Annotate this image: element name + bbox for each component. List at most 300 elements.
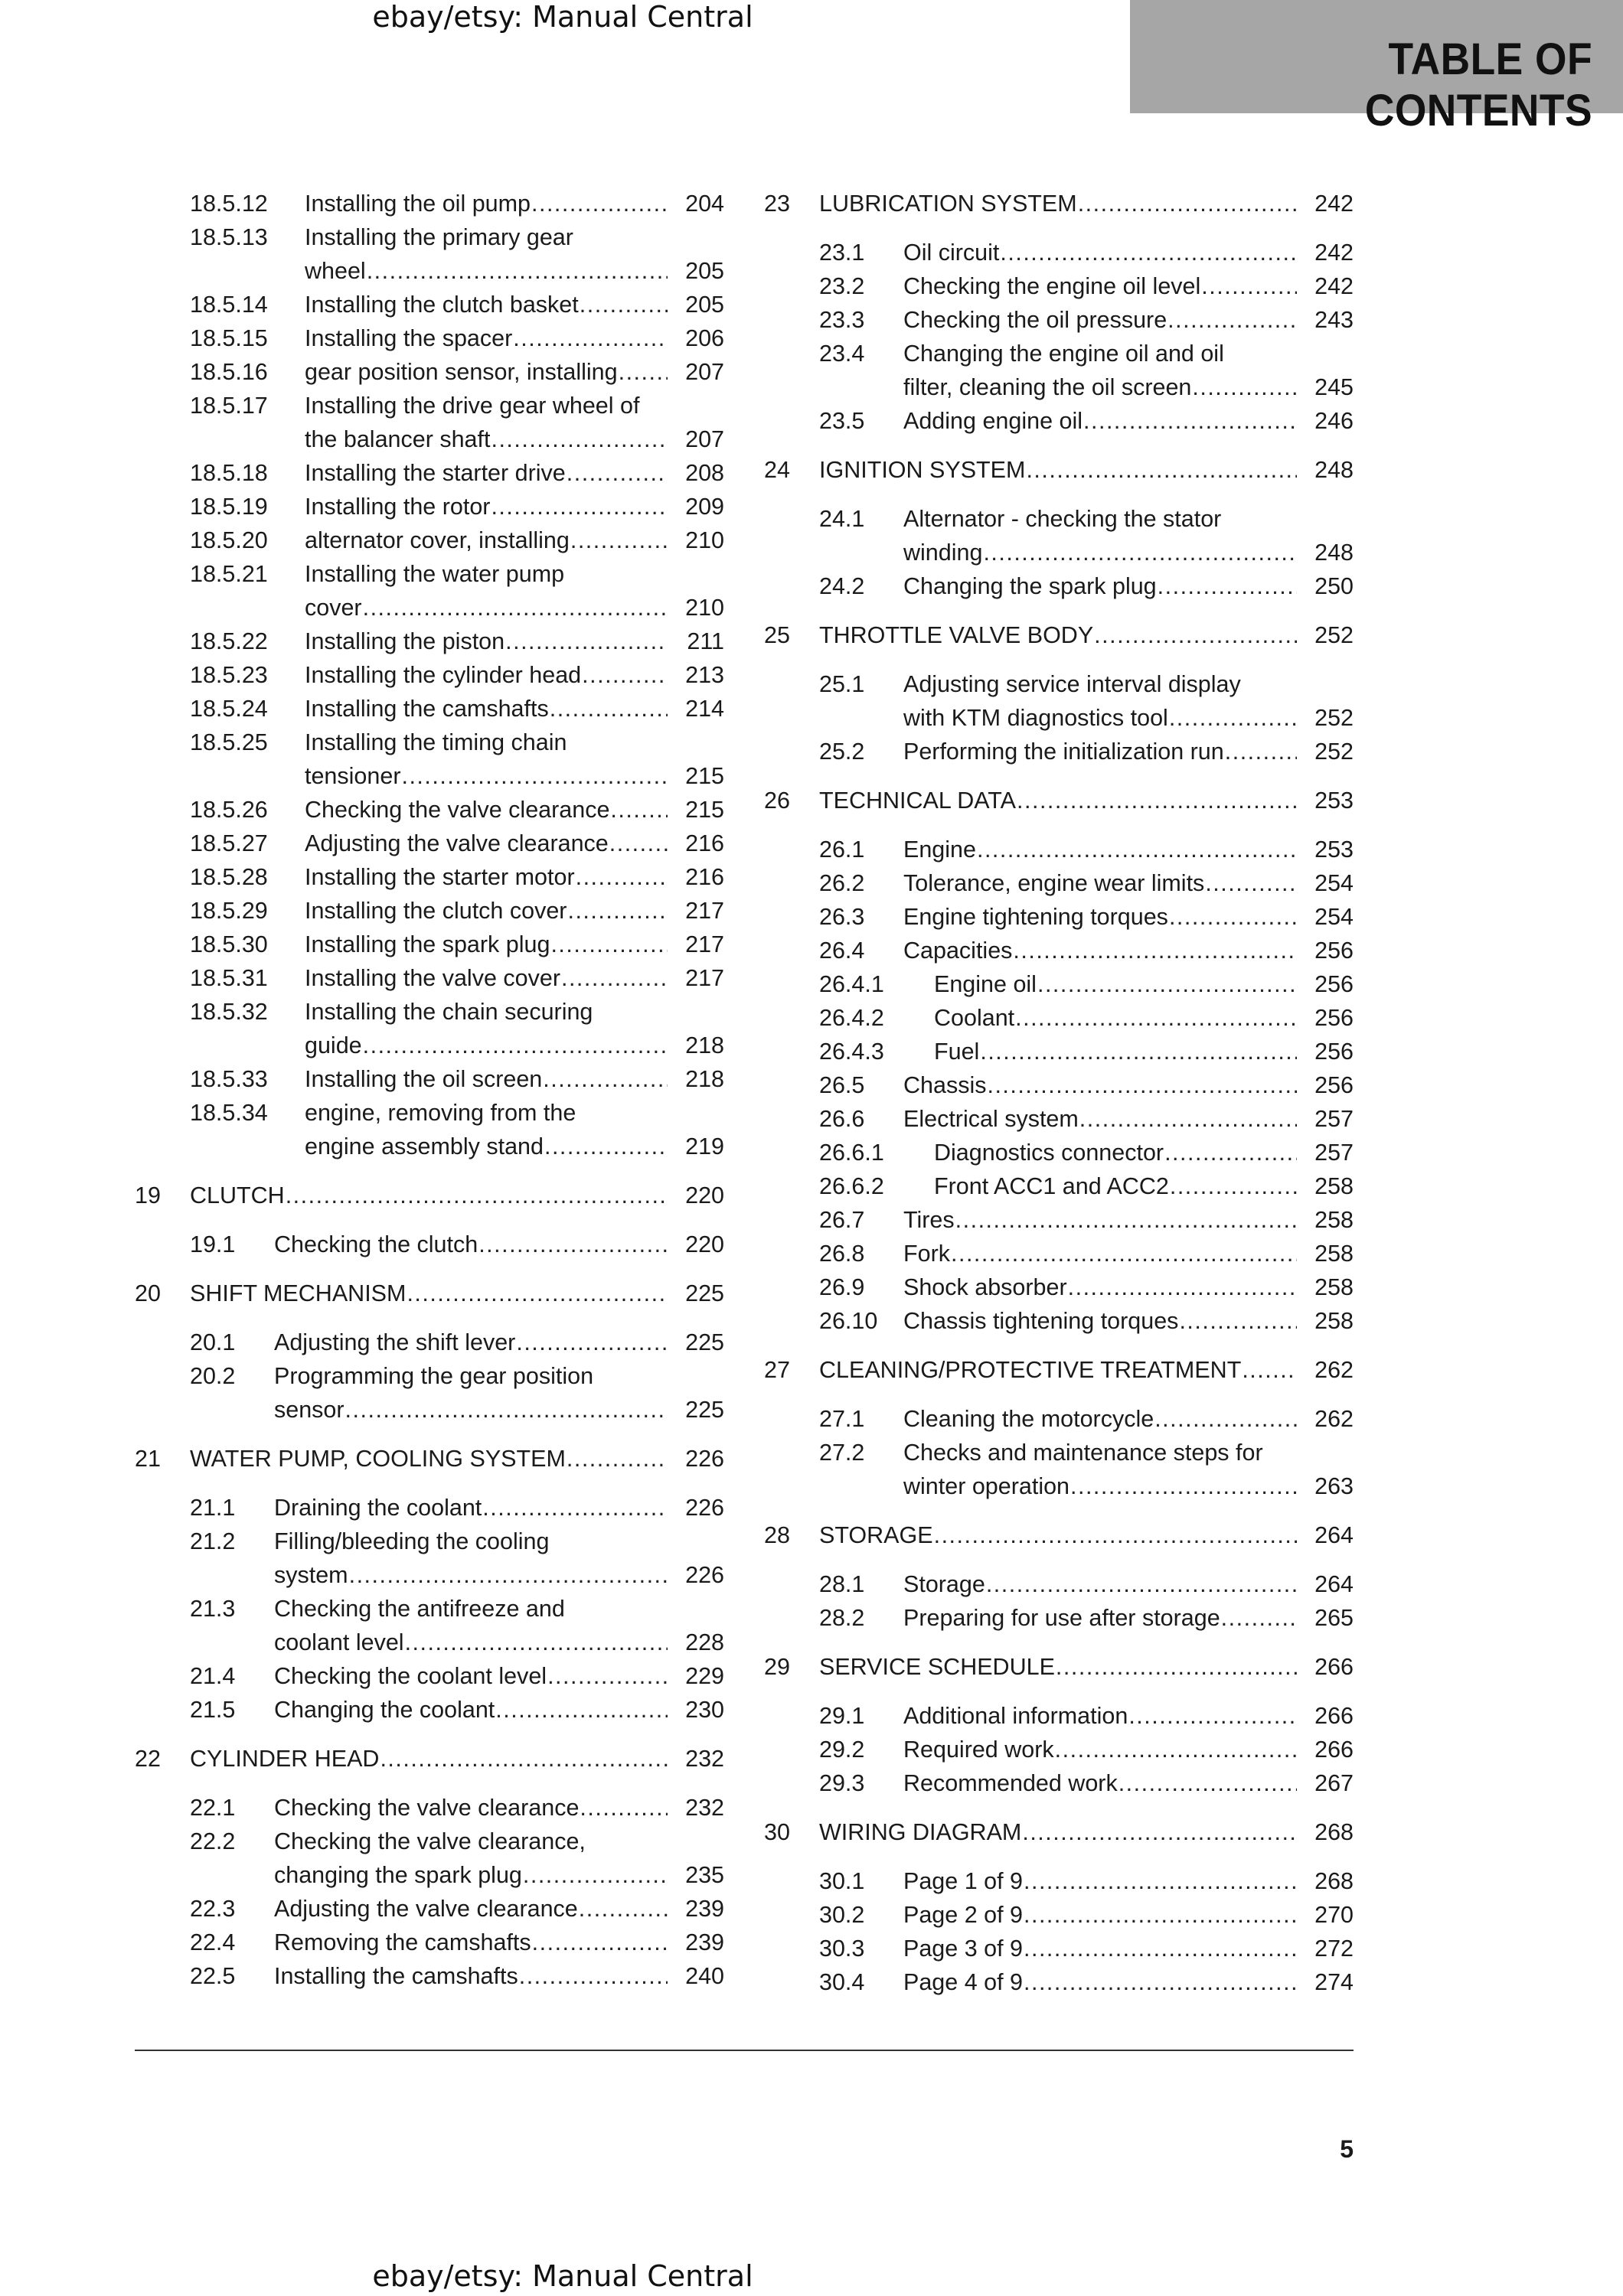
dot-leader	[516, 1326, 668, 1359]
toc-entry-title: Adding engine oil	[903, 408, 1083, 434]
toc-entry-title-line: Installing the drive gear wheel of	[305, 393, 640, 419]
toc-chapter[interactable]	[764, 784, 1354, 817]
toc-entry-title: Changing the coolant	[274, 1697, 495, 1723]
toc-entry[interactable]	[764, 1136, 1354, 1169]
toc-entry[interactable]	[135, 625, 724, 658]
toc-entry-number: 22.4	[190, 1929, 236, 1955]
toc-entry-number: 18.5.25	[190, 729, 268, 755]
toc-entry-page: 262	[1314, 1357, 1354, 1383]
toc-entry[interactable]	[764, 667, 1354, 735]
toc-entry[interactable]	[764, 1304, 1354, 1338]
toc-entry-title: Checking the coolant level	[274, 1663, 547, 1689]
toc-entry-title: changing the spark plug	[274, 1862, 522, 1888]
toc-entry[interactable]	[135, 961, 724, 995]
dot-leader	[610, 793, 668, 827]
toc-entry-number: 23.1	[819, 240, 865, 266]
toc-entry-page: 211	[687, 628, 724, 654]
dot-leader	[1068, 1270, 1297, 1304]
dot-leader	[1192, 370, 1297, 404]
toc-entry-number: 24.1	[819, 506, 865, 532]
toc-entry-title: STORAGE	[819, 1522, 933, 1548]
dot-leader	[1017, 784, 1297, 817]
page-number: 5	[1340, 2135, 1354, 2163]
dot-leader	[495, 1693, 668, 1727]
toc-entry-title: Tires	[903, 1207, 955, 1233]
toc-entry[interactable]	[135, 1096, 724, 1163]
toc-entry[interactable]	[135, 557, 724, 625]
toc-entry-page: 230	[685, 1697, 724, 1723]
toc-entry[interactable]	[135, 1228, 724, 1261]
toc-entry-number: 18.5.24	[190, 696, 268, 722]
toc-entry-page: 266	[1314, 1737, 1354, 1763]
toc-entry[interactable]	[764, 1402, 1354, 1436]
dot-leader	[1083, 404, 1297, 438]
toc-entry-title: Chassis	[903, 1072, 987, 1098]
toc-entry[interactable]	[764, 502, 1354, 569]
toc-entry-title-line: Checks and maintenance steps for	[903, 1440, 1263, 1466]
toc-entry-number: 26.7	[819, 1207, 865, 1233]
toc-entry[interactable]	[764, 1102, 1354, 1136]
toc-entry-title: Installing the valve cover	[305, 965, 560, 991]
toc-entry[interactable]	[764, 1699, 1354, 1733]
toc-entry-number: 30.2	[819, 1902, 865, 1928]
dot-leader	[1024, 1864, 1297, 1898]
toc-entry-number: 26.8	[819, 1241, 865, 1267]
toc-entry-page: 256	[1314, 971, 1354, 997]
toc-entry-number: 20	[135, 1280, 161, 1306]
toc-entry-number: 18.5.14	[190, 292, 268, 318]
toc-entry-page: 217	[685, 931, 724, 957]
toc-entry-number: 22.1	[190, 1795, 236, 1821]
toc-entry-page: 264	[1314, 1522, 1354, 1548]
toc-entry-page: 232	[685, 1746, 724, 1772]
watermark-top: ebay/etsy: Manual Central	[372, 0, 753, 34]
toc-entry[interactable]	[764, 1035, 1354, 1068]
toc-entry[interactable]	[764, 1001, 1354, 1035]
dot-leader	[1094, 618, 1297, 652]
toc-entry-number: 26.4.1	[819, 971, 884, 997]
dot-leader	[955, 1203, 1297, 1237]
dot-leader	[550, 928, 668, 961]
toc-entry[interactable]	[764, 1203, 1354, 1237]
toc-entry-title: Installing the starter motor	[305, 864, 575, 890]
toc-entry-number: 18.5.15	[190, 325, 268, 351]
toc-entry-title-line: Adjusting service interval display	[903, 671, 1241, 697]
toc-entry[interactable]	[135, 321, 724, 355]
toc-entry-title: Additional information	[903, 1703, 1128, 1729]
toc-entry[interactable]	[764, 833, 1354, 866]
toc-entry-title: Adjusting the valve clearance	[274, 1896, 578, 1922]
toc-entry[interactable]	[135, 1062, 724, 1096]
toc-entry-page: 270	[1314, 1902, 1354, 1928]
page-title: TABLE OF CONTENTS	[1364, 34, 1592, 135]
toc-entry-number: 26.5	[819, 1072, 865, 1098]
toc-entry-page: 266	[1314, 1703, 1354, 1729]
toc-entry-page: 257	[1314, 1106, 1354, 1132]
toc-entry-page: 258	[1314, 1241, 1354, 1267]
toc-entry-page: 215	[685, 797, 724, 823]
toc-entry-page: 242	[1314, 273, 1354, 299]
toc-entry-page: 240	[685, 1963, 724, 1989]
toc-entry[interactable]	[135, 1525, 724, 1592]
toc-entry[interactable]	[764, 303, 1354, 337]
toc-entry-title: winter operation	[903, 1473, 1070, 1499]
toc-entry-page: 218	[685, 1032, 724, 1058]
toc-entry-number: 18.5.29	[190, 898, 268, 924]
toc-entry-page: 226	[685, 1495, 724, 1521]
toc-entry-title-line: Installing the chain securing	[305, 999, 593, 1025]
toc-entry[interactable]	[764, 1169, 1354, 1203]
toc-entry-number: 27.1	[819, 1406, 865, 1432]
toc-chapter[interactable]	[764, 453, 1354, 487]
toc-entry-number: 23.3	[819, 307, 865, 333]
dot-leader	[983, 536, 1297, 569]
toc-entry-number: 24	[764, 457, 790, 483]
toc-entry[interactable]	[135, 490, 724, 523]
toc-entry-page: 245	[1314, 374, 1354, 400]
dot-leader	[1164, 1136, 1297, 1169]
toc-entry-number: 26.4.2	[819, 1005, 884, 1031]
dot-leader	[561, 961, 668, 995]
toc-entry-page: 232	[685, 1795, 724, 1821]
toc-entry-page: 248	[1314, 457, 1354, 483]
toc-entry-title: Installing the oil screen	[305, 1066, 543, 1092]
dot-leader	[407, 1277, 668, 1310]
toc-entry-page: 252	[1314, 622, 1354, 648]
toc-entry-title-line: Checking the antifreeze and	[274, 1596, 565, 1622]
toc-entry-title: Capacities	[903, 938, 1013, 964]
toc-entry-number: 29.2	[819, 1737, 865, 1763]
toc-entry-title: winding	[903, 540, 983, 566]
toc-entry-page: 205	[685, 292, 724, 318]
toc-entry-page: 225	[685, 1280, 724, 1306]
toc-entry-page: 242	[1314, 191, 1354, 217]
toc-entry-number: 21.1	[190, 1495, 236, 1521]
toc-entry-number: 29.3	[819, 1770, 865, 1796]
toc-entry[interactable]	[135, 1592, 724, 1659]
toc-entry-page: 258	[1314, 1308, 1354, 1334]
toc-chapter[interactable]	[135, 1277, 724, 1310]
toc-entry-title: sensor	[274, 1397, 345, 1423]
toc-column-right	[764, 187, 1354, 1999]
toc-entry-number: 18.5.28	[190, 864, 268, 890]
toc-entry-page: 239	[685, 1929, 724, 1955]
dot-leader	[550, 692, 668, 726]
toc-chapter[interactable]	[764, 187, 1354, 220]
toc-entry[interactable]	[764, 735, 1354, 768]
dot-leader	[576, 860, 668, 894]
toc-entry-page: 268	[1314, 1819, 1354, 1845]
toc-entry-number: 21.3	[190, 1596, 236, 1622]
toc-entry-number: 20.2	[190, 1363, 236, 1389]
dot-leader	[1225, 735, 1297, 768]
toc-entry-page: 258	[1314, 1274, 1354, 1300]
toc-entry[interactable]	[135, 995, 724, 1062]
toc-entry-title: Page 2 of 9	[903, 1902, 1024, 1928]
toc-entry[interactable]	[764, 900, 1354, 934]
toc-entry-number: 23.4	[819, 341, 865, 367]
dot-leader	[532, 1926, 668, 1959]
watermark-bottom: ebay/etsy: Manual Central	[372, 2259, 753, 2293]
toc-entry-title: Cleaning the motorcycle	[903, 1406, 1154, 1432]
toc-entry-page: 268	[1314, 1868, 1354, 1894]
toc-chapter[interactable]	[764, 1650, 1354, 1684]
toc-entry[interactable]	[135, 288, 724, 321]
toc-entry-title: Fork	[903, 1241, 950, 1267]
toc-entry-title: THROTTLE VALVE BODY	[819, 622, 1094, 648]
toc-entry-number: 26	[764, 788, 790, 814]
toc-entry-number: 26.3	[819, 904, 865, 930]
dot-leader	[567, 1442, 668, 1476]
toc-entry-title: Page 1 of 9	[903, 1868, 1024, 1894]
toc-entry-page: 267	[1314, 1770, 1354, 1796]
dot-leader	[1158, 569, 1297, 603]
toc-entry[interactable]	[764, 1898, 1354, 1932]
toc-entry-title-line: Installing the timing chain	[305, 729, 567, 755]
dot-leader	[363, 591, 668, 625]
toc-entry-page: 256	[1314, 938, 1354, 964]
toc-entry[interactable]	[135, 220, 724, 288]
toc-entry-number: 30	[764, 1819, 790, 1845]
toc-entry-title: Coolant	[934, 1005, 1015, 1031]
toc-entry[interactable]	[135, 1825, 724, 1892]
toc-entry-title: cover	[305, 595, 362, 621]
toc-entry-page: 217	[685, 898, 724, 924]
toc-entry-title: Installing the rotor	[305, 494, 491, 520]
toc-entry-title: Engine oil	[934, 971, 1037, 997]
dot-leader	[1022, 1815, 1297, 1849]
toc-entry-title: Checking the clutch	[274, 1231, 478, 1257]
toc-entry[interactable]	[135, 658, 724, 692]
toc-entry[interactable]	[135, 1892, 724, 1926]
toc-entry-title: SHIFT MECHANISM	[190, 1280, 407, 1306]
toc-entry-page: 208	[685, 460, 724, 486]
toc-chapter[interactable]	[764, 1353, 1354, 1387]
toc-chapter[interactable]	[764, 618, 1354, 652]
dot-leader	[1128, 1699, 1297, 1733]
toc-entry-title: TECHNICAL DATA	[819, 788, 1017, 814]
dot-leader	[1024, 1965, 1297, 1999]
dot-leader	[1169, 701, 1297, 735]
toc-entry-title: gear position sensor, installing	[305, 359, 618, 385]
toc-entry[interactable]	[764, 1237, 1354, 1270]
dot-leader	[1201, 269, 1297, 303]
toc-entry-page: 263	[1314, 1473, 1354, 1499]
toc-entry-page: 209	[685, 494, 724, 520]
toc-entry-title: IGNITION SYSTEM	[819, 457, 1026, 483]
toc-entry-number: 18.5.32	[190, 999, 268, 1025]
toc-entry[interactable]	[135, 1926, 724, 1959]
dot-leader	[1024, 1932, 1297, 1965]
toc-entry-page: 256	[1314, 1005, 1354, 1031]
toc-entry[interactable]	[764, 236, 1354, 269]
toc-entry-number: 18.5.18	[190, 460, 268, 486]
toc-entry-page: 218	[685, 1066, 724, 1092]
toc-entry-number: 21	[135, 1446, 161, 1472]
toc-entry-page: 264	[1314, 1571, 1354, 1597]
dot-leader	[547, 1659, 668, 1693]
toc-entry[interactable]	[135, 827, 724, 860]
toc-entry[interactable]	[135, 456, 724, 490]
toc-entry[interactable]	[764, 1932, 1354, 1965]
dot-leader	[951, 1237, 1297, 1270]
footer-divider	[135, 2050, 1354, 2051]
toc-entry[interactable]	[764, 1965, 1354, 1999]
toc-entry-page: 229	[685, 1663, 724, 1689]
toc-entry-title: Changing the spark plug	[903, 573, 1157, 599]
toc-entry-title: Engine tightening torques	[903, 904, 1168, 930]
toc-entry-page: 248	[1314, 540, 1354, 566]
toc-entry-page: 220	[685, 1231, 724, 1257]
toc-entry[interactable]	[764, 1270, 1354, 1304]
toc-entry[interactable]	[764, 404, 1354, 438]
toc-entry-title: SERVICE SCHEDULE	[819, 1654, 1055, 1680]
toc-entry[interactable]	[135, 860, 724, 894]
toc-entry-page: 235	[685, 1862, 724, 1888]
toc-chapter[interactable]	[135, 1179, 724, 1212]
toc-entry[interactable]	[135, 355, 724, 389]
toc-entry-title: Shock absorber	[903, 1274, 1067, 1300]
toc-entry-page: 239	[685, 1896, 724, 1922]
toc-entry[interactable]	[135, 389, 724, 456]
toc-entry[interactable]	[764, 337, 1354, 404]
toc-entry-title: WATER PUMP, COOLING SYSTEM	[190, 1446, 566, 1472]
header-tab	[1130, 0, 1623, 135]
toc-entry-title-line: Checking the valve clearance,	[274, 1828, 586, 1854]
toc-entry[interactable]	[764, 1864, 1354, 1898]
dot-leader	[1179, 1304, 1297, 1338]
toc-entry-number: 26.10	[819, 1308, 878, 1334]
toc-entry-page: 265	[1314, 1605, 1354, 1631]
toc-entry[interactable]	[135, 894, 724, 928]
toc-entry[interactable]	[135, 1359, 724, 1427]
dot-leader	[286, 1179, 668, 1212]
toc-entry-page: 214	[685, 696, 724, 722]
toc-entry-page: 253	[1314, 837, 1354, 863]
toc-entry-page: 253	[1314, 788, 1354, 814]
toc-entry-number: 25	[764, 622, 790, 648]
toc-entry[interactable]	[764, 866, 1354, 900]
toc-entry[interactable]	[764, 1436, 1354, 1503]
toc-entry[interactable]	[764, 1766, 1354, 1800]
toc-entry-title: Oil circuit	[903, 240, 1000, 266]
toc-entry[interactable]	[135, 1326, 724, 1359]
toc-entry[interactable]	[135, 187, 724, 220]
toc-entry[interactable]	[135, 1659, 724, 1693]
toc-entry[interactable]	[764, 1567, 1354, 1601]
toc-entry-number: 18.5.17	[190, 393, 268, 419]
toc-entry-title: Page 3 of 9	[903, 1936, 1024, 1962]
toc-entry-number: 30.3	[819, 1936, 865, 1962]
toc-entry[interactable]	[764, 1601, 1354, 1635]
toc-entry-page: 210	[685, 595, 724, 621]
toc-entry[interactable]	[135, 793, 724, 827]
toc-entry-number: 18.5.33	[190, 1066, 268, 1092]
toc-entry-page: 225	[685, 1397, 724, 1423]
toc-chapter[interactable]	[764, 1815, 1354, 1849]
toc-entry-title-line: engine, removing from the	[305, 1100, 576, 1126]
toc-entry[interactable]	[135, 1491, 724, 1525]
toc-entry-title: Adjusting the valve clearance	[305, 830, 609, 856]
dot-leader	[367, 254, 668, 288]
toc-entry-title: Draining the coolant	[274, 1495, 482, 1521]
toc-entry[interactable]	[135, 1959, 724, 1993]
toc-entry-title: Checking the engine oil level	[903, 273, 1201, 299]
toc-entry[interactable]	[764, 269, 1354, 303]
dot-leader	[934, 1518, 1297, 1552]
toc-entry-number: 26.9	[819, 1274, 865, 1300]
toc-chapter[interactable]	[764, 1518, 1354, 1552]
toc-chapter[interactable]	[135, 1442, 724, 1476]
dot-leader	[987, 1068, 1297, 1102]
dot-leader	[1000, 236, 1297, 269]
toc-entry-number: 18.5.13	[190, 224, 268, 250]
toc-entry-number: 18.5.27	[190, 830, 268, 856]
toc-entry-page: 210	[685, 527, 724, 553]
dot-leader	[1221, 1601, 1297, 1635]
toc-entry-page: 266	[1314, 1654, 1354, 1680]
toc-entry-title: Adjusting the shift lever	[274, 1329, 516, 1355]
dot-leader	[1242, 1353, 1297, 1387]
dot-leader	[363, 1029, 668, 1062]
toc-entry[interactable]	[764, 967, 1354, 1001]
toc-entry-number: 21.2	[190, 1528, 236, 1554]
dot-leader	[401, 759, 668, 793]
toc-entry-number: 22	[135, 1746, 161, 1772]
dot-leader	[1037, 967, 1297, 1001]
dot-leader	[478, 1228, 668, 1261]
toc-entry-page: 216	[685, 864, 724, 890]
toc-entry-page: 225	[685, 1329, 724, 1355]
toc-entry-number: 28.2	[819, 1605, 865, 1631]
dot-leader	[523, 1858, 668, 1892]
dot-leader	[380, 1742, 668, 1776]
toc-entry[interactable]	[135, 928, 724, 961]
toc-entry-page: 217	[685, 965, 724, 991]
toc-entry-title: CLUTCH	[190, 1182, 285, 1208]
dot-leader	[567, 456, 668, 490]
toc-entry[interactable]	[764, 569, 1354, 603]
toc-entry-title-line: Programming the gear position	[274, 1363, 594, 1389]
toc-chapter[interactable]	[135, 1742, 724, 1776]
toc-entry[interactable]	[764, 1068, 1354, 1102]
dot-leader	[1078, 187, 1297, 220]
toc-entry-title: Performing the initialization run	[903, 739, 1224, 765]
toc-entry-number: 23.5	[819, 408, 865, 434]
toc-entry[interactable]	[135, 1791, 724, 1825]
toc-entry-page: 204	[685, 191, 724, 217]
dot-leader	[1015, 1001, 1297, 1035]
toc-entry-page: 226	[685, 1562, 724, 1588]
toc-entry[interactable]	[135, 523, 724, 557]
toc-entry-title: Front ACC1 and ACC2	[934, 1173, 1169, 1199]
toc-entry-number: 28.1	[819, 1571, 865, 1597]
dot-leader	[513, 321, 668, 355]
dot-leader	[1026, 453, 1297, 487]
dot-leader	[1079, 1102, 1297, 1136]
toc-entry-title: Fuel	[934, 1039, 980, 1065]
toc-entry-title-line: Alternator - checking the stator	[903, 506, 1222, 532]
toc-entry[interactable]	[764, 934, 1354, 967]
toc-entry-number: 26.2	[819, 870, 865, 896]
toc-entry[interactable]	[135, 1693, 724, 1727]
toc-entry[interactable]	[135, 692, 724, 726]
toc-entry[interactable]	[135, 726, 724, 793]
toc-entry-number: 18.5.30	[190, 931, 268, 957]
toc-entry-title: engine assembly stand	[305, 1133, 544, 1159]
toc-entry-title: Diagnostics connector	[934, 1140, 1164, 1166]
toc-entry[interactable]	[764, 1733, 1354, 1766]
